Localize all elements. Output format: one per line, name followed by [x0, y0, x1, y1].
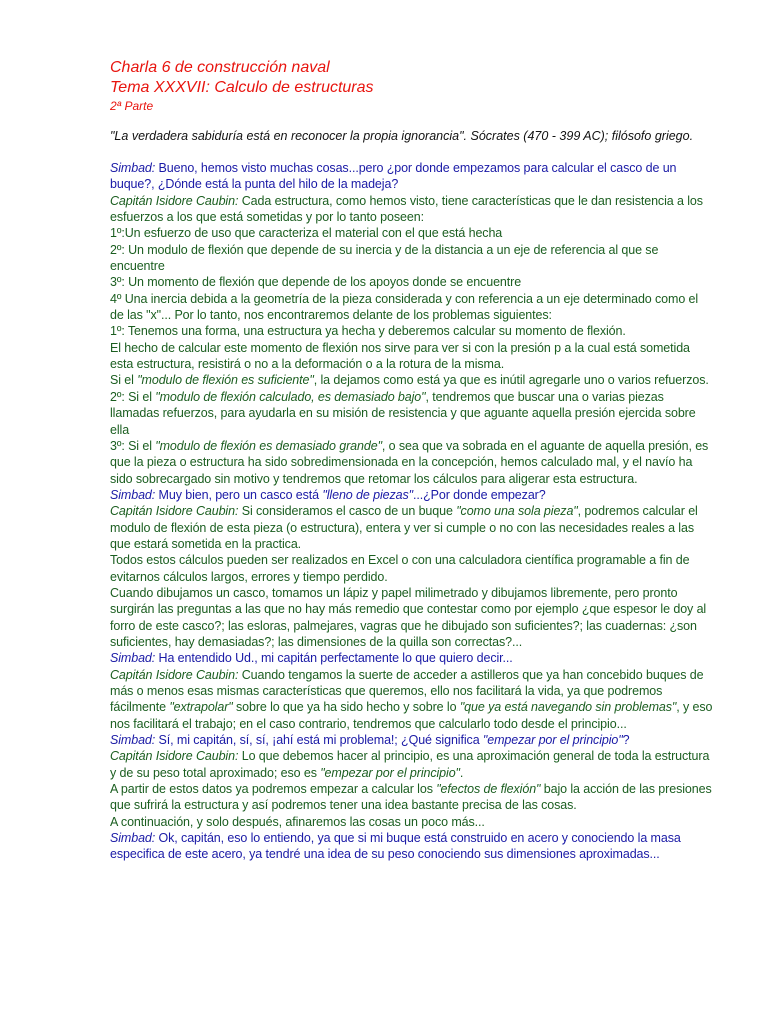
document-subtitle: Tema XXXVII: Calculo de estructuras	[110, 79, 374, 96]
simbad-paragraph: Simbad: Bueno, hemos visto muchas cosas...pero ¿por donde empezamos para calcular el casco de un buque?, ¿Dónde está la punta del hilo de la madeja?	[110, 161, 677, 192]
list-item: 4º Una inercia debida a la geometría de la pieza considerada y con referencia a un eje determinado como el de las "x"... Por lo tanto, nos encontraremos delante de los problemas siguientes:	[110, 291, 699, 323]
text-paragraph: A continuación, y solo después, afinaremos las cosas un poco más...	[110, 814, 485, 829]
speaker-label: Capitán Isidore Caubin:	[110, 667, 239, 682]
captain-paragraph: Capitán Isidore Caubin: Cada estructura, como hemos visto, tiene características que le dan resistencia a los esfuerzos a los que está sometidas y por lo tanto poseen:	[110, 193, 703, 225]
captain-paragraph: Capitán Isidore Caubin: Lo que debemos hacer al principio, es una aproximación general de toda la estructura y de su peso total aproximado; eso es "empezar por el principio".	[110, 749, 710, 780]
document-page	[110, 58, 715, 863]
list-item: 3º: Si el "modulo de flexión es demasiado grande", o sea que va sobrada en el aguante de aquella presión, es que la pieza o estructura ha sido sobredimensionada en la concepción, hemos calculado mal, y el navío ha sido sobrecargado sin motivo y tendremos que retomar los cálculos para aligerar esta estructura.	[110, 438, 709, 486]
list-item: 1º: Tenemos una forma, una estructura ya hecha y deberemos calcular su momento de flexión.	[110, 324, 626, 339]
text-paragraph: Cuando dibujamos un casco, tomamos un lápiz y papel milimetrado y dibujamos libremente, pero pronto surgirán las preguntas a las que no hay más remedio que contestar como por ejemplo ¿que espesor le doy al forro de este casco?; las esloras, palmejares, vagras que he dibujado son suficientes?; las cuadernas: ¿son suficientes, hay demasiadas?; las dimensiones de la quilla son correctas?...	[110, 585, 707, 649]
document-title: Charla 6 de construcción naval	[110, 59, 330, 76]
part-label: 2ª Parte	[110, 99, 154, 113]
list-item: 2º: Un modulo de flexión que depende de su inercia y de la distancia a un eje de referencia al que se encuentre	[110, 242, 659, 274]
text-paragraph: El hecho de calcular este momento de flexión nos sirve para ver si con la presión p a la cual está sometida esta estructura, resistirá o no a la deformación o a la rotura de la misma.	[110, 340, 690, 372]
text-paragraph: Todos estos cálculos pueden ser realizados en Excel o con una calculadora científica programable a fin de evitarnos cálculos largos, errores y tiempo perdido.	[110, 553, 690, 584]
epigraph-quote: "La verdadera sabiduría está en reconocer la propia ignorancia". Sócrates (470 - 399 AC); filósofo griego.	[110, 129, 694, 143]
captain-paragraph: Capitán Isidore Caubin: Si consideramos el casco de un buque "como una sola pieza", podremos calcular el modulo de flexión de esta pieza (o estructura), entera y ver si cumple o no con las necesidades reales a las que estará sometida en la practica.	[110, 504, 698, 551]
list-item: 2º: Si el "modulo de flexión calculado, es demasiado bajo", tendremos que buscar una o varias piezas llamadas refuerzos, para ayudarla en su misión de resistencia y que aguante aquella presión ejercida sobre ella	[110, 389, 696, 437]
list-item: 1º:Un esfuerzo de uso que caracteriza el material con el que está hecha	[110, 226, 503, 241]
speaker-label: Simbad:	[110, 831, 156, 846]
simbad-paragraph: Simbad: Muy bien, pero un casco está "lleno de piezas"...¿Por donde empezar?	[110, 487, 546, 502]
simbad-paragraph: Simbad: Ha entendido Ud., mi capitán perfectamente lo que quiero decir...	[110, 651, 513, 666]
speaker-label: Simbad:	[110, 161, 156, 175]
text-paragraph: A partir de estos datos ya podremos empezar a calcular los "efectos de flexión" bajo la acción de las presiones que sufrirá la estructura y así podremos tener una idea bastante precisa de las cosas.	[110, 782, 712, 813]
speaker-label: Capitán Isidore Caubin:	[110, 504, 239, 519]
list-item: 3º: Un momento de flexión que depende de los apoyos donde se encuentre	[110, 275, 522, 290]
speaker-label: Capitán Isidore Caubin:	[110, 193, 239, 208]
dialogue-body	[110, 160, 715, 863]
text-paragraph: Si el "modulo de flexión es suficiente", la dejamos como está ya que es inútil agregarle uno o varios refuerzos.	[110, 373, 709, 388]
simbad-paragraph: Simbad: Ok, capitán, eso lo entiendo, ya que si mi buque está construido en acero y conociendo la masa especifica de este acero, ya tendré una idea de su peso conociendo sus dimensiones aproximadas...	[110, 831, 681, 862]
speaker-label: Simbad:	[110, 651, 156, 666]
simbad-paragraph: Simbad: Sí, mi capitán, sí, sí, ¡ahí está mi problema!; ¿Qué significa "empezar por el principio"?	[110, 733, 630, 748]
speaker-label: Simbad:	[110, 487, 156, 502]
captain-paragraph: Capitán Isidore Caubin: Cuando tengamos la suerte de acceder a astilleros que ya han concebido buques de más o menos esas mismas características que queremos, ello nos facilitará la vida, ya que podremos fácilmente "extrapolar" sobre lo que ya ha sido hecho y sobre lo "que ya está navegando sin problemas", y eso nos facilitará el trabajo; en el caso contrario, tendremos que calcularlo todo desde el principio...	[110, 667, 713, 731]
speaker-label: Capitán Isidore Caubin:	[110, 749, 239, 764]
speaker-label: Simbad:	[110, 733, 156, 748]
